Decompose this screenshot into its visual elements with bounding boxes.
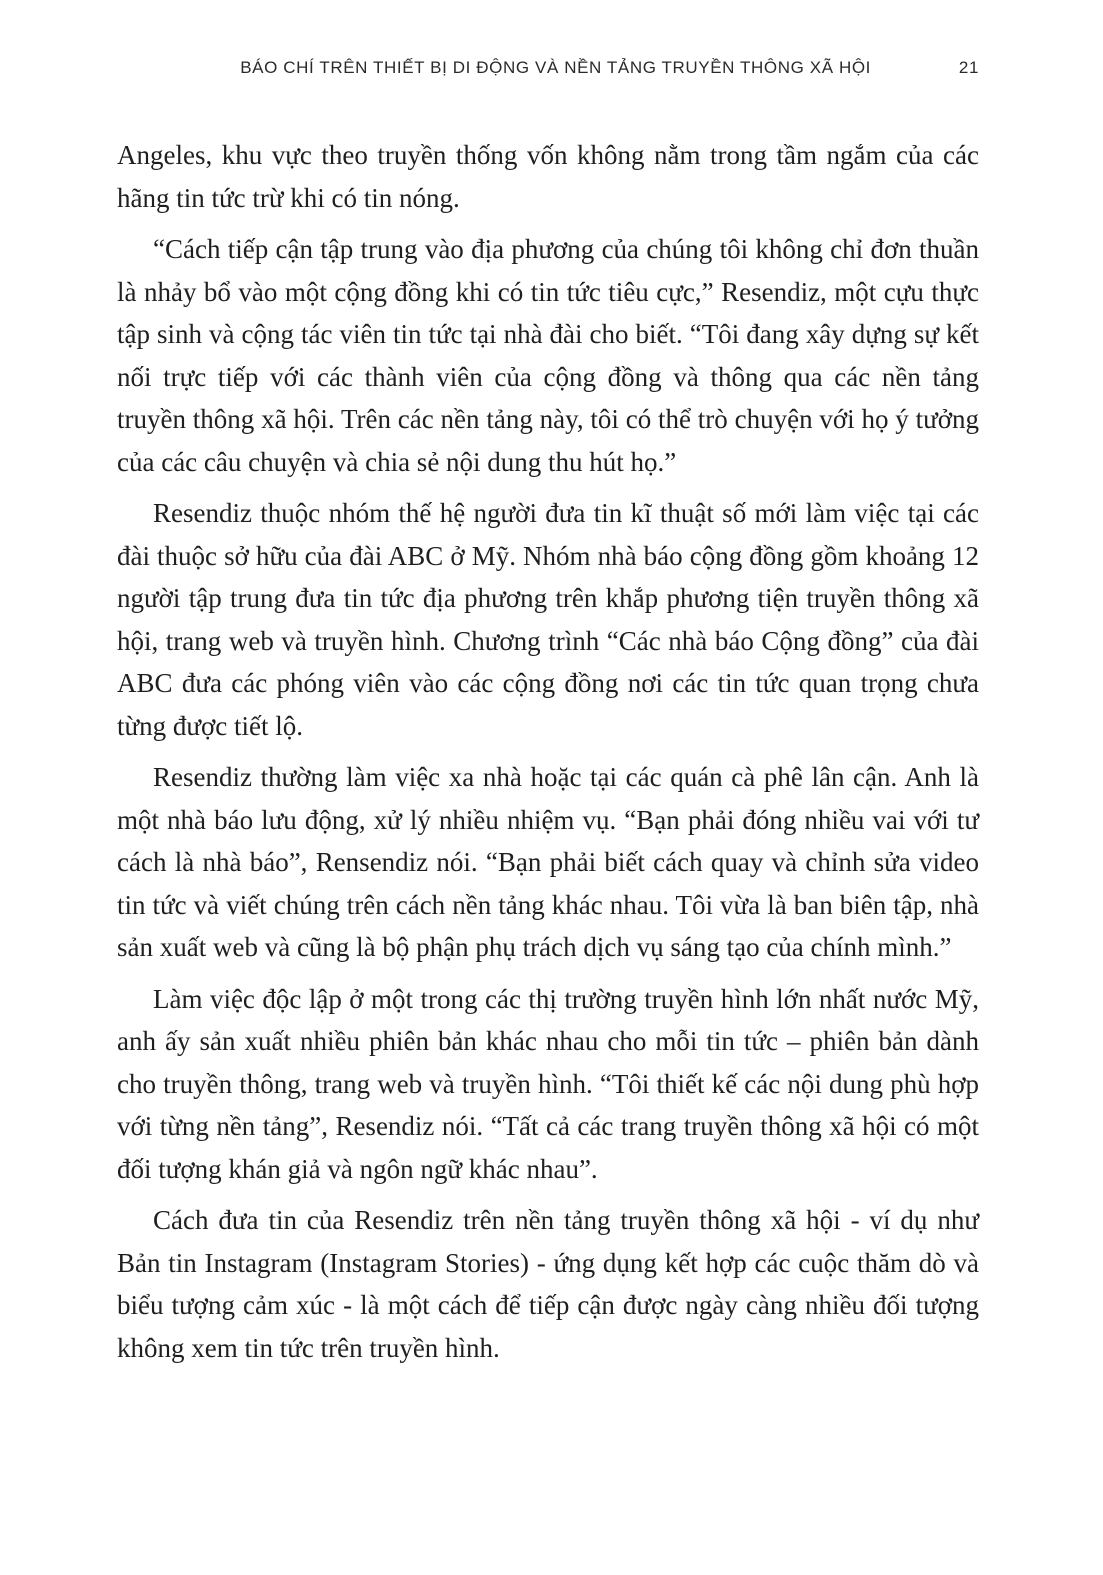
running-header xyxy=(0,58,1103,88)
page-number: 21 xyxy=(958,58,979,77)
paragraph: Angeles, khu vực theo truyền thống vốn không nằm trong tầm ngắm của các hãng tin tức trừ khi có tin nóng. xyxy=(117,140,979,213)
paragraph: Cách đưa tin của Resendiz trên nền tảng truyền thông xã hội - ví dụ như Bản tin Instagram (Instagram Stories) - ứng dụng kết hợp các cuộc thăm dò và biểu tượng cảm xúc - là một cách để tiếp cận được ngày càng nhiều đối tượng không xem tin tức trên truyền hình. xyxy=(117,1205,979,1363)
running-header-title: BÁO CHÍ TRÊN THIẾT BỊ DI ĐỘNG VÀ NỀN TẢNG TRUYỀN THÔNG XÃ HỘI xyxy=(240,58,871,77)
paragraph: “Cách tiếp cận tập trung vào địa phương của chúng tôi không chỉ đơn thuần là nhảy bổ vào một cộng đồng khi có tin tức tiêu cực,” Resendiz, một cựu thực tập sinh và cộng tác viên tin tức tại nhà đài cho biết. “Tôi đang xây dựng sự kết nối trực tiếp với các thành viên của cộng đồng và thông qua các nền tảng truyền thông xã hội. Trên các nền tảng này, tôi có thể trò chuyện với họ ý tưởng của các câu chuyện và chia sẻ nội dung thu hút họ.” xyxy=(117,234,979,477)
paragraph: Làm việc độc lập ở một trong các thị trường truyền hình lớn nhất nước Mỹ, anh ấy sản xuất nhiều phiên bản khác nhau cho mỗi tin tức – phiên bản dành cho truyền thông, trang web và truyền hình. “Tôi thiết kế các nội dung phù hợp với từng nền tảng”, Resendiz nói. “Tất cả các trang truyền thông xã hội có một đối tượng khán giả và ngôn ngữ khác nhau”. xyxy=(117,983,979,1184)
body-text xyxy=(117,134,979,1378)
paragraph: Resendiz thuộc nhóm thế hệ người đưa tin kĩ thuật số mới làm việc tại các đài thuộc sở hữu của đài ABC ở Mỹ. Nhóm nhà báo cộng đồng gồm khoảng 12 người tập trung đưa tin tức địa phương trên khắp phương tiện truyền thông xã hội, trang web và truyền hình. Chương trình “Các nhà báo Cộng đồng” của đài ABC đưa các phóng viên vào các cộng đồng nơi các tin tức quan trọng chưa từng được tiết lộ. xyxy=(117,498,979,741)
paragraph: Resendiz thường làm việc xa nhà hoặc tại các quán cà phê lân cận. Anh là một nhà báo lưu động, xử lý nhiều nhiệm vụ. “Bạn phải đóng nhiều vai với tư cách là nhà báo”, Rensendiz nói. “Bạn phải biết cách quay và chỉnh sửa video tin tức và viết chúng trên cách nền tảng khác nhau. Tôi vừa là ban biên tập, nhà sản xuất web và cũng là bộ phận phụ trách dịch vụ sáng tạo của chính mình.” xyxy=(117,762,979,962)
